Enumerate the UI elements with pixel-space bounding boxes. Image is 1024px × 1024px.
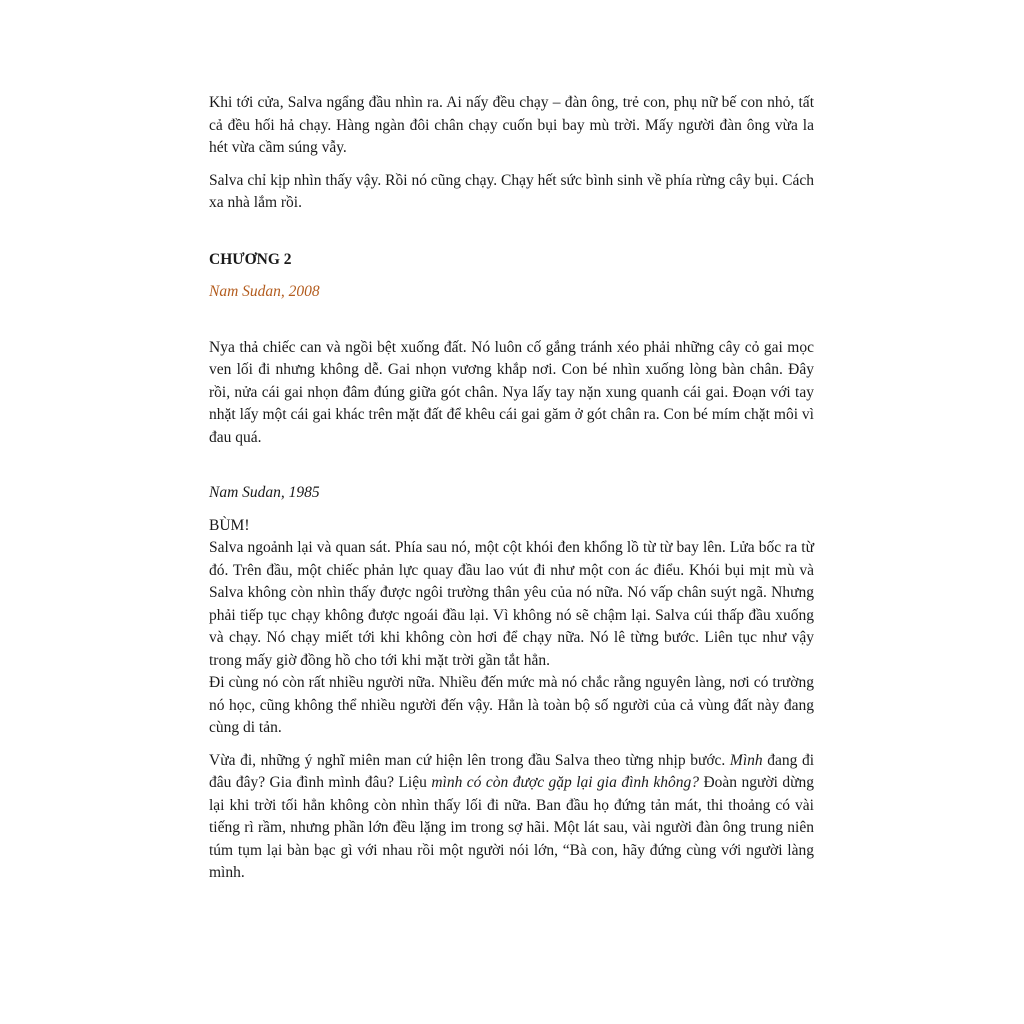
paragraph-door: Khi tới cửa, Salva ngẩng đầu nhìn ra. Ai nấy đều chạy – đàn ông, trẻ con, phụ nữ bế con nhỏ, tất cả đều hối hả chạy. Hàng ngàn đôi chân chạy cuốn bụi bay mù trời. Mấy người đàn ông vừa la hét vừa cầm súng vẫy. [209, 94, 814, 156]
paragraph-smoke: Salva ngoảnh lại và quan sát. Phía sau nó, một cột khói đen khổng lồ từ từ bay lên. Lửa bốc ra từ đó. Trên đầu, một chiếc phản lực quay đầu lao vút đi như một con ác điểu. Khói bụi mịt mù và Salva không còn nhìn thấy được ngôi trường thân yêu của nó nữa. Nó vấp chân suýt ngã. Nhưng phải tiếp tục chạy không được ngoái đầu lại. Vì không nó sẽ chậm lại. Salva cúi thấp đầu xuống và chạy. Nó chạy miết tới khi không còn hơi để chạy nữa. Nó lê từng bước. Liên tục như vậy trong mấy giờ đồng hồ cho tới khi mặt trời gần tắt hẳn. [209, 539, 814, 669]
place-heading-1985: Nam Sudan, 1985 [209, 484, 320, 501]
chapter-title: CHƯƠNG 2 [209, 250, 292, 268]
book-page [209, 92, 814, 885]
thoughts-italic-1: Mình [729, 751, 763, 769]
paragraph-nya: Nya thả chiếc can và ngồi bệt xuống đất. Nó luôn cố gắng tránh xéo phải những cây cỏ gai mọc ven lối đi nhưng không dễ. Gai nhọn vương khắp nơi. Con bé nhìn xuống lòng bàn chân. Đây rồi, nửa cái gai nhọn đâm đúng giữa gót chân. Nya lấy tay nặn xung quanh cái gai. Đoạn với tay nhặt lấy một cái gai khác trên mặt đất để khêu cái gai găm ở gót chân ra. Con bé mím chặt môi vì đau quá. [209, 338, 814, 446]
paragraph-thoughts [209, 750, 814, 885]
exclamation-bum: BÙM! [209, 516, 250, 534]
thoughts-part-2: đang đi đâu đây? Gia đình mình đâu? Liệu [209, 751, 815, 791]
paragraph-run: Salva chỉ kịp nhìn thấy vậy. Rồi nó cũng chạy. Chạy hết sức bình sinh về phía rừng cây bụi. Cách xa nhà lắm rồi. [209, 171, 814, 211]
thoughts-part-1: Vừa đi, những ý nghĩ miên man cứ hiện lên trong đầu Salva theo từng nhịp bước. [209, 751, 730, 769]
thoughts-part-3: Đoàn người dừng lại khi trời tối hẳn không còn nhìn thấy lối đi nữa. Ban đầu họ đứng tản mát, thi thoảng có vài tiếng rì rầm, nhưng phần lớn đều lặng im trong sợ hãi. Một lát sau, vài người đàn ông trung niên túm tụm lại bàn bạc gì với nhau rồi một người nói lớn, “Bà con, hãy đứng cùng với người làng mình. [209, 774, 814, 881]
thoughts-italic-2: mình có còn được gặp lại gia đình không? [431, 774, 699, 791]
place-heading-2008: Nam Sudan, 2008 [209, 283, 320, 300]
paragraph-crowd: Đi cùng nó còn rất nhiều người nữa. Nhiều đến mức mà nó chắc rằng nguyên làng, nơi có trường nó học, cũng không thể nhiều người đến vậy. Hẳn là toàn bộ số người của cả vùng đất này đang cùng di tản. [209, 674, 814, 736]
